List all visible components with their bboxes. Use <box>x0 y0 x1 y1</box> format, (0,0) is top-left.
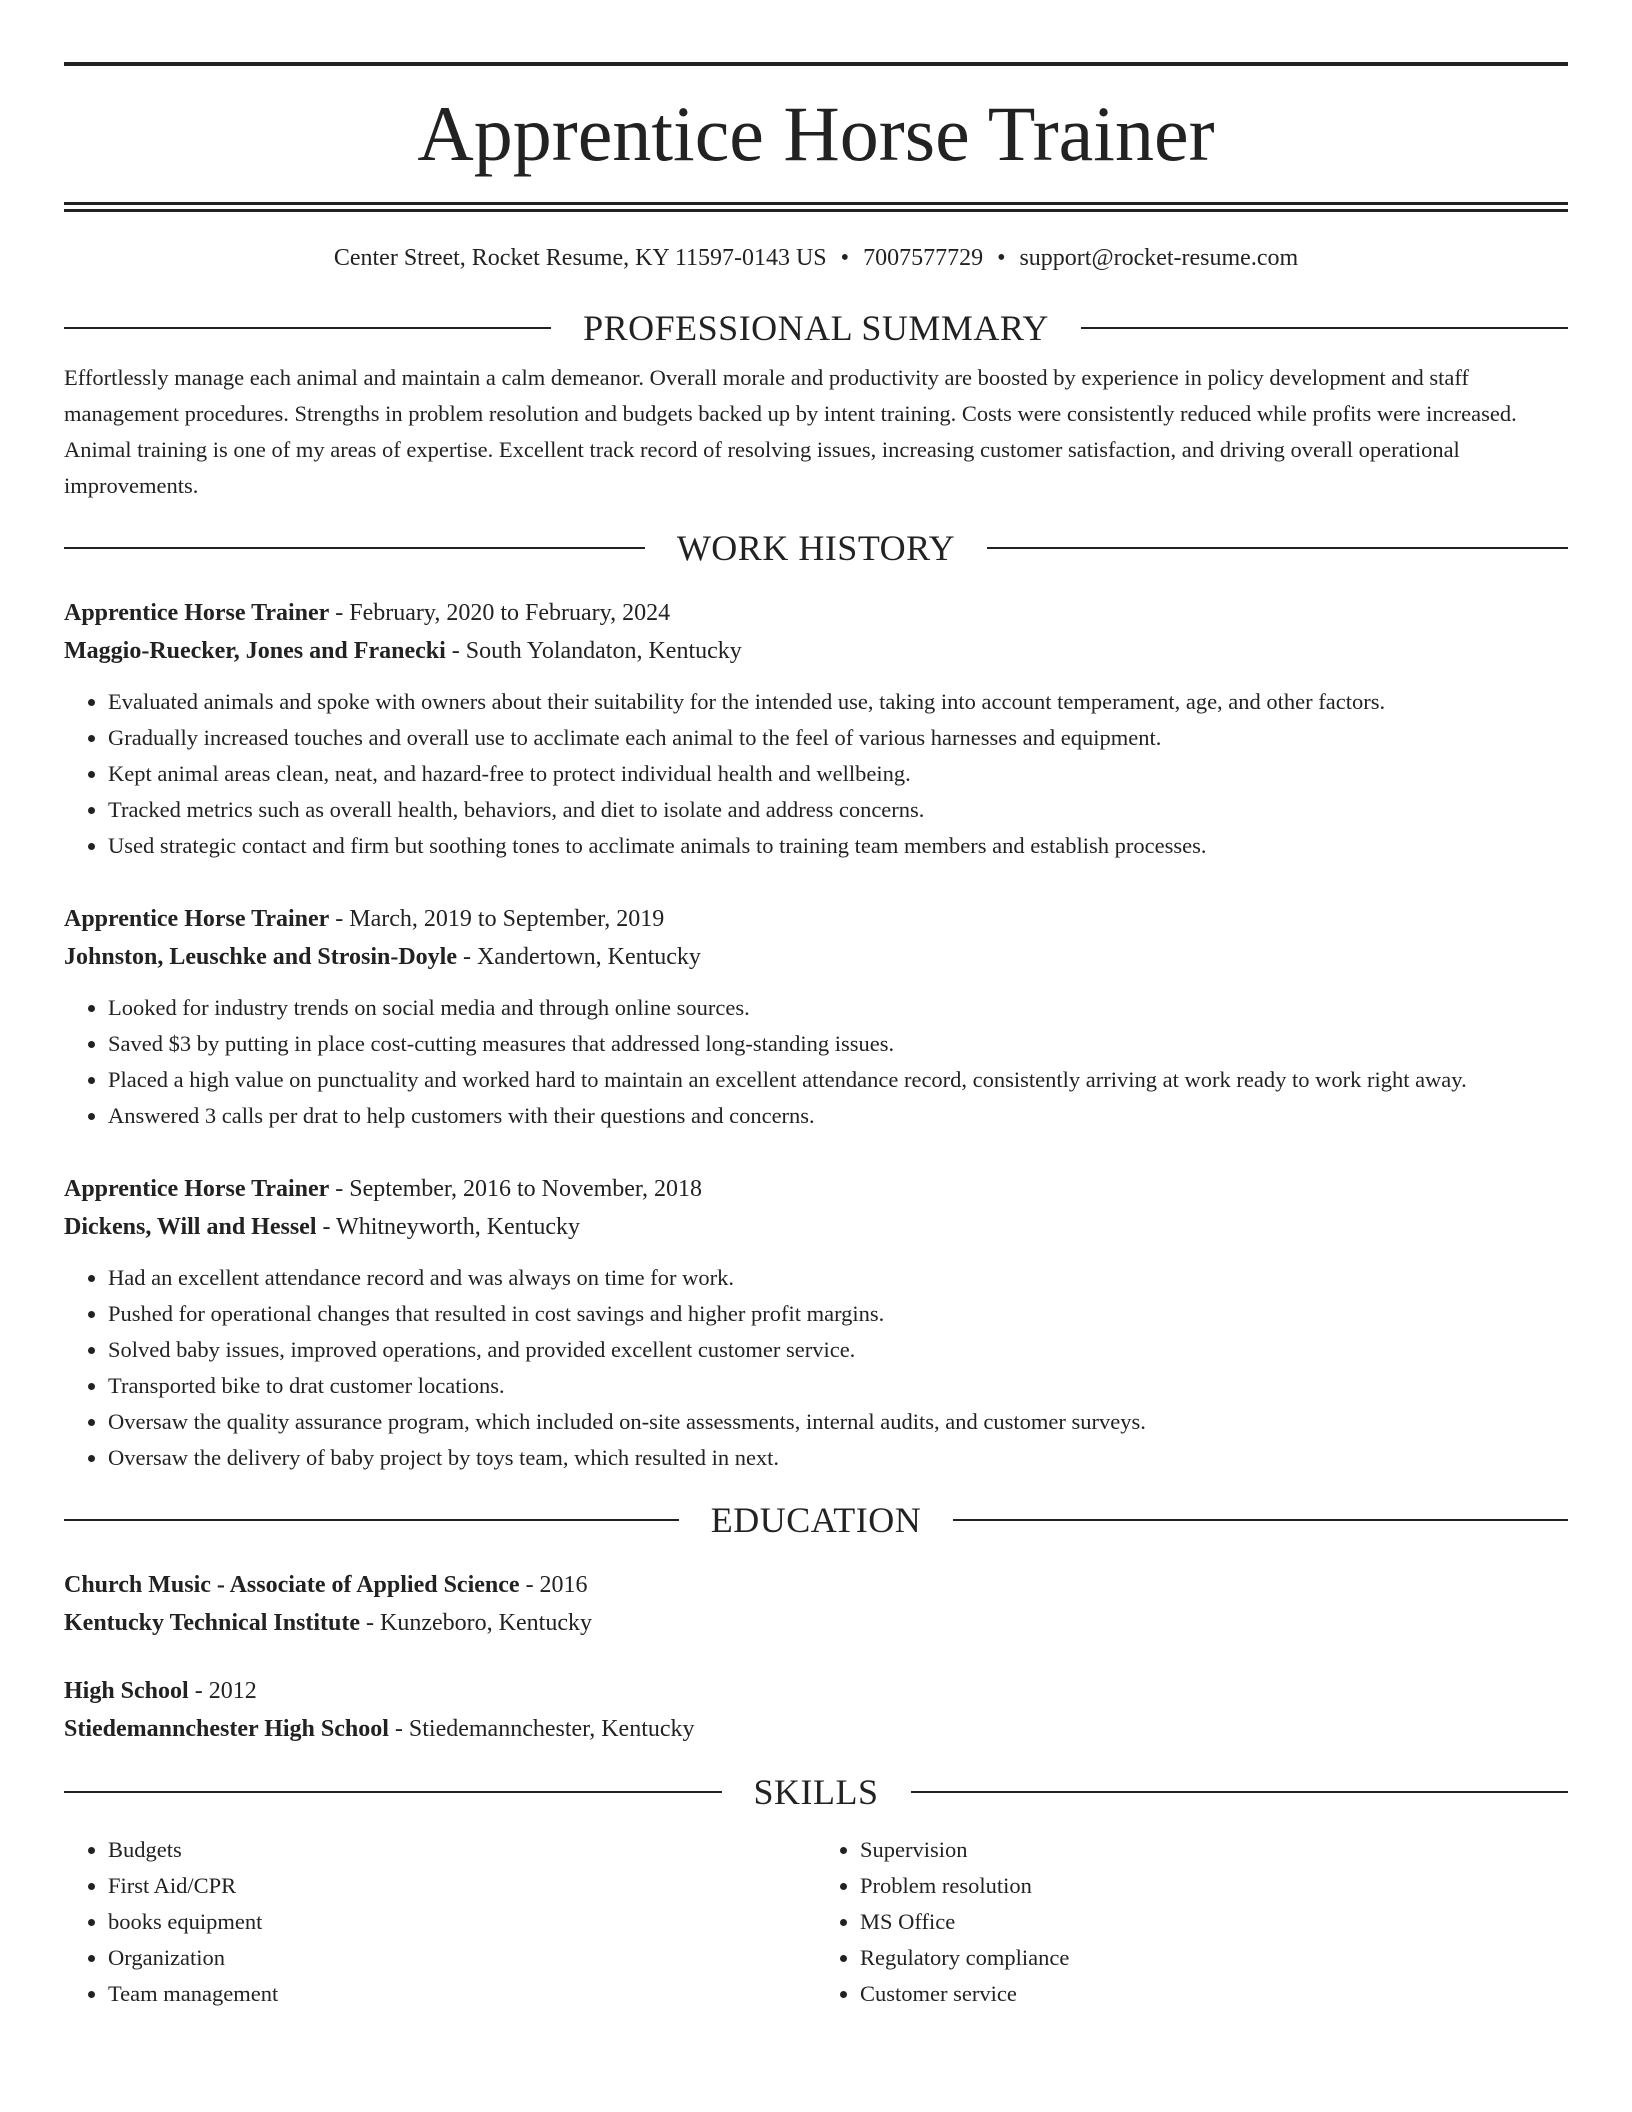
job-title-line <box>64 900 1568 938</box>
work-title: WORK HISTORY <box>676 528 956 568</box>
job-bullet: • Kept animal areas clean, neat, and hazard-free to protect individual health and wellbeing. <box>108 756 1568 792</box>
job-dates: - February, 2020 to February, 2024 <box>329 600 671 626</box>
job-bullet: • Looked for industry trends on social media and through online sources. <box>108 990 1568 1026</box>
skills-columns <box>64 1832 1568 2012</box>
contact-email: support@rocket-resume.com <box>1019 245 1299 271</box>
education-school-line <box>64 1604 1568 1642</box>
job-location: - South Yolandaton, Kentucky <box>445 638 742 664</box>
job-role: Apprentice Horse Trainer <box>64 1176 330 1202</box>
job-title-line <box>64 1170 1568 1208</box>
education-heading <box>64 1498 1568 1542</box>
job-bullet: • Oversaw the delivery of baby project by toys team, which resulted in next. <box>108 1440 1568 1476</box>
education-entry <box>64 1566 1568 1642</box>
skills-title: SKILLS <box>753 1772 879 1812</box>
skill-item: • Supervision <box>860 1832 1568 1868</box>
resume-page <box>64 0 1568 2012</box>
contact-line <box>64 242 1568 274</box>
job-bullet: • Pushed for operational changes that resulted in cost savings and higher profit margins. <box>108 1296 1568 1332</box>
header-top-rule <box>64 62 1568 66</box>
skill-item: • Problem resolution <box>860 1868 1568 1904</box>
job-company: Dickens, Will and Hessel <box>64 1214 317 1240</box>
skill-item: • books equipment <box>108 1904 816 1940</box>
contact-separator: • <box>840 245 850 271</box>
heading-rule-right <box>987 547 1568 549</box>
job-entry <box>64 594 1568 864</box>
job-bullet: • Answered 3 calls per drat to help customers with their questions and concerns. <box>108 1098 1568 1134</box>
skill-item: • Customer service <box>860 1976 1568 2012</box>
job-company-line <box>64 632 1568 670</box>
job-bullets <box>64 1260 1568 1476</box>
job-dates: - September, 2016 to November, 2018 <box>329 1176 702 1202</box>
job-bullet: • Solved baby issues, improved operations, and provided excellent customer service. <box>108 1332 1568 1368</box>
job-location: - Whitneyworth, Kentucky <box>316 1214 580 1240</box>
job-entry <box>64 1170 1568 1476</box>
job-bullet: • Placed a high value on punctuality and worked hard to maintain an excellent attendance record, consistently arriving at work ready to work right away. <box>108 1062 1568 1098</box>
job-bullet: • Evaluated animals and spoke with owners about their suitability for the intended use, taking into account temperament, age, and other factors. <box>108 684 1568 720</box>
work-heading <box>64 526 1568 570</box>
job-company: Maggio-Ruecker, Jones and Franecki <box>64 638 446 664</box>
job-bullets <box>64 990 1568 1134</box>
education-title: EDUCATION <box>710 1500 922 1540</box>
job-bullet: • Gradually increased touches and overall use to acclimate each animal to the feel of various harnesses and equipment. <box>108 720 1568 756</box>
job-location: - Xandertown, Kentucky <box>456 944 701 970</box>
job-role: Apprentice Horse Trainer <box>64 906 330 932</box>
education-school: Stiedemannchester High School <box>64 1716 389 1742</box>
heading-rule-right <box>911 1791 1569 1793</box>
job-company-line <box>64 1208 1568 1246</box>
contact-phone: 7007577729 <box>863 245 984 271</box>
education-degree-line <box>64 1566 1568 1604</box>
header-double-rule <box>64 202 1568 212</box>
job-bullet: • Used strategic contact and firm but soothing tones to acclimate animals to training team members and establish processes. <box>108 828 1568 864</box>
resume-name: Apprentice Horse Trainer <box>417 90 1215 177</box>
skill-item: • Regulatory compliance <box>860 1940 1568 1976</box>
job-bullet: • Had an excellent attendance record and was always on time for work. <box>108 1260 1568 1296</box>
skills-list-right <box>816 1832 1568 2012</box>
heading-rule-left <box>64 1791 722 1793</box>
skill-item: • Organization <box>108 1940 816 1976</box>
job-title-line <box>64 594 1568 632</box>
education-entry <box>64 1672 1568 1748</box>
heading-rule-left <box>64 547 645 549</box>
job-bullet: • Saved $3 by putting in place cost-cutting measures that addressed long-standing issues. <box>108 1026 1568 1062</box>
job-entry <box>64 900 1568 1134</box>
job-company: Johnston, Leuschke and Strosin-Doyle <box>64 944 457 970</box>
job-bullet: • Oversaw the quality assurance program, which included on-site assessments, internal audits, and customer surveys. <box>108 1404 1568 1440</box>
summary-text: Effortlessly manage each animal and maintain a calm demeanor. Overall morale and productivity are boosted by experience in policy development and staff management procedures. Strengths in problem resolution and budgets backed up by intent training. Costs were consistently reduced while profits were increased. Animal training is one of my areas of expertise. Excellent track record of resolving issues, increasing customer satisfaction, and driving overall operational improvements. <box>64 365 1517 498</box>
education-year: - 2012 <box>188 1678 257 1704</box>
contact-address: Center Street, Rocket Resume, KY 11597-0143 US <box>333 245 827 271</box>
education-degree: High School <box>64 1678 189 1704</box>
skills-list-left <box>64 1832 816 2012</box>
education-degree-line <box>64 1672 1568 1710</box>
job-role: Apprentice Horse Trainer <box>64 600 330 626</box>
skill-item: • MS Office <box>860 1904 1568 1940</box>
skill-item: • First Aid/CPR <box>108 1868 816 1904</box>
education-school: Kentucky Technical Institute <box>64 1610 361 1636</box>
job-dates: - March, 2019 to September, 2019 <box>329 906 665 932</box>
job-company-line <box>64 938 1568 976</box>
heading-rule-right <box>953 1519 1568 1521</box>
job-bullet: • Transported bike to drat customer locations. <box>108 1368 1568 1404</box>
heading-rule-right <box>1081 327 1568 329</box>
heading-rule-left <box>64 1519 679 1521</box>
education-degree: Church Music - Associate of Applied Science <box>64 1572 520 1598</box>
education-location: - Stiedemannchester, Kentucky <box>388 1716 695 1742</box>
skills-heading <box>64 1770 1568 1814</box>
skill-item: • Budgets <box>108 1832 816 1868</box>
skill-item: • Team management <box>108 1976 816 2012</box>
job-bullet: • Tracked metrics such as overall health, behaviors, and diet to isolate and address concerns. <box>108 792 1568 828</box>
education-year: - 2016 <box>519 1572 588 1598</box>
contact-separator: • <box>997 245 1006 271</box>
heading-rule-left <box>64 327 551 329</box>
summary-title: PROFESSIONAL SUMMARY <box>583 308 1049 348</box>
education-location: - Kunzeboro, Kentucky <box>360 1610 592 1636</box>
summary-heading <box>64 306 1568 350</box>
job-bullets <box>64 684 1568 864</box>
education-school-line <box>64 1710 1568 1748</box>
